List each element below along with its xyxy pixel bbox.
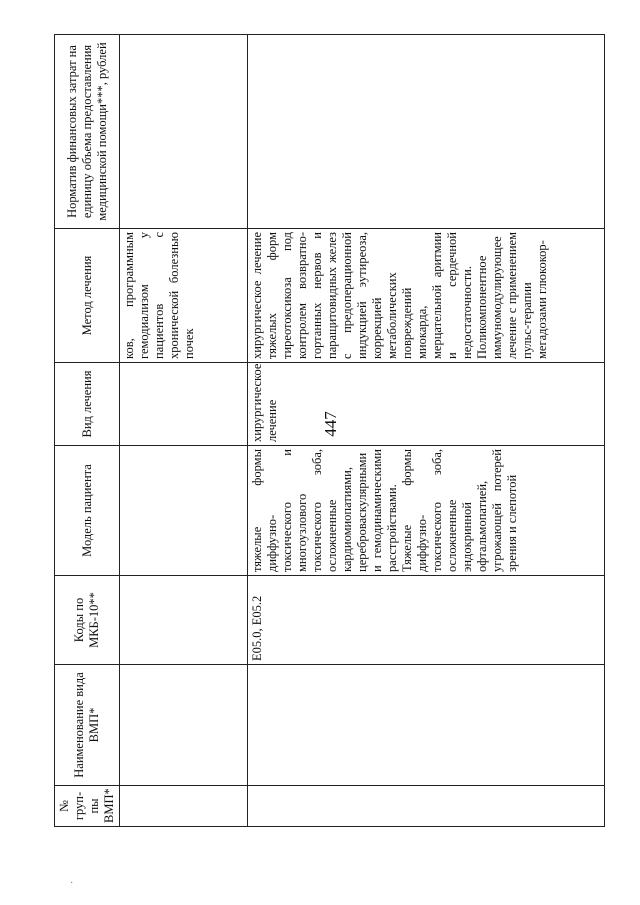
table-header-row [55, 35, 120, 827]
vmp-table [54, 34, 605, 827]
table-wrapper [54, 35, 605, 827]
cell-codes [120, 576, 248, 665]
header-codes: Коды по МКБ-10** [55, 576, 120, 665]
scan-mark: · [70, 878, 74, 889]
cell-norm [248, 35, 605, 229]
cell-codes: E05.0, E05.2 [248, 576, 605, 665]
cell-method: ков, программным гемодиализом у пациентов с хронической болезнью почек [120, 229, 248, 363]
header-model: Модель пациента [55, 446, 120, 576]
cell-method: хирургическое лечение тяжелых форм тиреотоксикоза под контролем возвратно-гортанных нервов и паращитовидных желез с предоперационной индукцией эутиреоза, коррекцией метаболических повреждений миокарда, мерцательной аритмии и сердечной недостаточности. Поликомпонентное иммуномодулирующее лечение с применением пульс-терапии мегадозами глюкокор- [248, 229, 605, 363]
cell-model [120, 446, 248, 576]
header-type: Вид лечения [55, 363, 120, 446]
cell-type [120, 363, 248, 446]
table-row [120, 35, 248, 827]
cell-group [120, 786, 248, 827]
cell-norm [120, 35, 248, 229]
page-number: 447 [321, 411, 340, 437]
cell-type: хирургическое лечение [248, 363, 605, 446]
cell-model: тяжелые формы диффузно-токсического и многоузлового токсического зоба, осложненные кардиомиопатиями, цереброваскулярными и гемодинамическими расстройствами. Тяжелые формы диффузно-токсического зоба, осложненные эндокринной офтальмопатией, угрожающей потерей зрения и слепотой [248, 446, 605, 576]
table-row [248, 35, 605, 827]
header-name: Наименование вида ВМП* [55, 665, 120, 786]
cell-name [120, 665, 248, 786]
header-norm: Норматив финансовых затрат на единицу объема предоставления медицинской помощи***, рублей [55, 35, 120, 229]
header-group: № груп-пы ВМП* [55, 786, 120, 827]
cell-name [248, 665, 605, 786]
header-method: Метод лечения [55, 229, 120, 363]
cell-group [248, 786, 605, 827]
